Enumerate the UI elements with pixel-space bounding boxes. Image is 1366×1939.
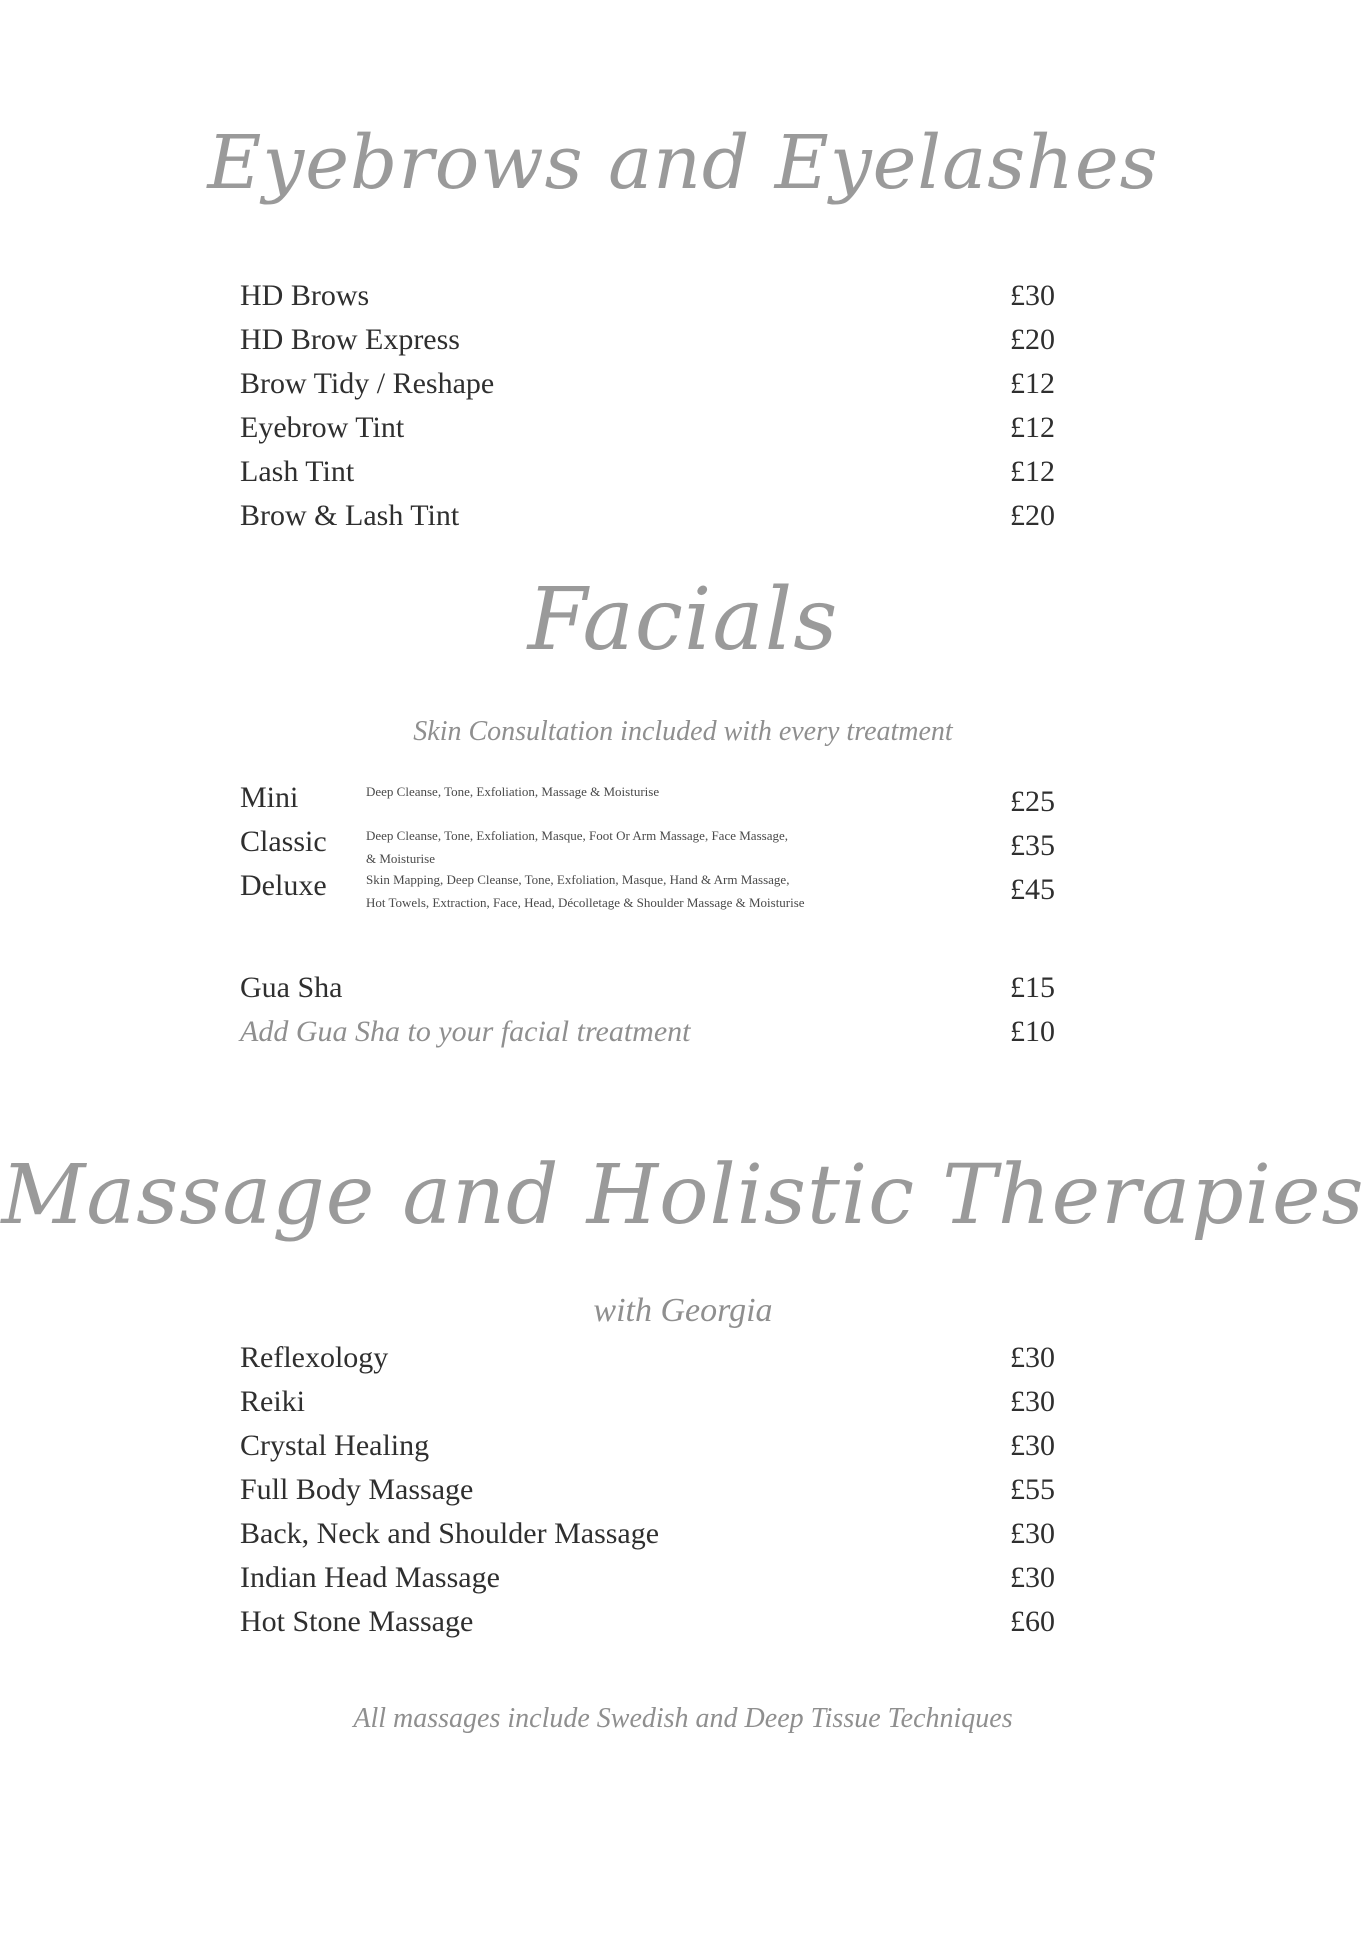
section-title-brows: Eyebrows and Eyelashes: [207, 120, 1159, 206]
item-price: £12: [1010, 411, 1055, 444]
massage-footnote: All massages include Swedish and Deep Tissue Techniques: [353, 1703, 1013, 1734]
item-name: Lash Tint: [240, 455, 355, 488]
item-price: £20: [1010, 499, 1055, 532]
list-item: [240, 1380, 1055, 1424]
list-item: [240, 1556, 1055, 1600]
list-item: [240, 1600, 1055, 1644]
item-price: £30: [1010, 1561, 1055, 1594]
item-name: Brow & Lash Tint: [240, 499, 460, 532]
facial-tier-mini: [240, 776, 1055, 820]
tier-price: £35: [1010, 829, 1055, 862]
item-price: £12: [1010, 455, 1055, 488]
item-price: £30: [1010, 1429, 1055, 1462]
item-price: £15: [1010, 971, 1055, 1004]
item-name: Back, Neck and Shoulder Massage: [240, 1517, 660, 1550]
item-price: £30: [1010, 279, 1055, 312]
facial-tier-classic: [240, 820, 1055, 864]
tier-description-line: & Moisturise: [366, 851, 435, 866]
item-name: Eyebrow Tint: [240, 411, 405, 444]
item-price: £10: [1010, 1015, 1055, 1048]
tier-price: £45: [1010, 873, 1055, 906]
list-item: [240, 1336, 1055, 1380]
item-price: £55: [1010, 1473, 1055, 1506]
list-item: [240, 274, 1055, 318]
list-item-gua-sha: [240, 966, 1055, 1010]
list-item: [240, 1468, 1055, 1512]
tier-price: £25: [1010, 785, 1055, 818]
item-name: Indian Head Massage: [240, 1561, 500, 1594]
item-price: £30: [1010, 1341, 1055, 1374]
list-item: [240, 494, 1055, 538]
list-item: [240, 406, 1055, 450]
item-name: Full Body Massage: [240, 1473, 474, 1506]
item-price: £20: [1010, 323, 1055, 356]
tier-name: Mini: [240, 781, 299, 814]
list-item: [240, 362, 1055, 406]
item-name: Brow Tidy / Reshape: [240, 367, 495, 400]
list-item: [240, 318, 1055, 362]
facial-tier-deluxe: [240, 864, 1055, 908]
list-item: [240, 1512, 1055, 1556]
item-name: Reflexology: [240, 1341, 389, 1374]
tier-description-line: Skin Mapping, Deep Cleanse, Tone, Exfoliation, Masque, Hand & Arm Massage,: [366, 872, 790, 887]
item-name: Gua Sha: [240, 971, 343, 1004]
facials-note: Skin Consultation included with every treatment: [413, 716, 953, 747]
item-name: Reiki: [240, 1385, 305, 1418]
tier-name: Deluxe: [240, 869, 327, 902]
item-price: £60: [1010, 1605, 1055, 1638]
tier-description-line: Hot Towels, Extraction, Face, Head, Décolletage & Shoulder Massage & Moisturise: [366, 895, 805, 910]
tier-description-line: Deep Cleanse, Tone, Exfoliation, Masque, Foot Or Arm Massage, Face Massage,: [366, 828, 788, 843]
item-name: HD Brows: [240, 279, 370, 312]
item-price: £12: [1010, 367, 1055, 400]
list-item-gua-sha-addon: [240, 1010, 1055, 1054]
tier-description: [366, 868, 926, 914]
item-name: Crystal Healing: [240, 1429, 430, 1462]
item-price: £30: [1010, 1385, 1055, 1418]
item-name: Hot Stone Massage: [240, 1605, 474, 1638]
tier-name: Classic: [240, 825, 327, 858]
section-title-massage: Massage and Holistic Therapies: [1, 1148, 1365, 1243]
section-title-facials: Facials: [527, 570, 839, 670]
tier-description: [366, 780, 926, 803]
massage-subtitle: with Georgia: [593, 1292, 773, 1329]
item-price: £30: [1010, 1517, 1055, 1550]
item-name: HD Brow Express: [240, 323, 460, 356]
tier-description-line: Deep Cleanse, Tone, Exfoliation, Massage & Moisturise: [366, 784, 660, 799]
list-item: [240, 1424, 1055, 1468]
list-item: [240, 450, 1055, 494]
item-name: Add Gua Sha to your facial treatment: [240, 1015, 691, 1048]
